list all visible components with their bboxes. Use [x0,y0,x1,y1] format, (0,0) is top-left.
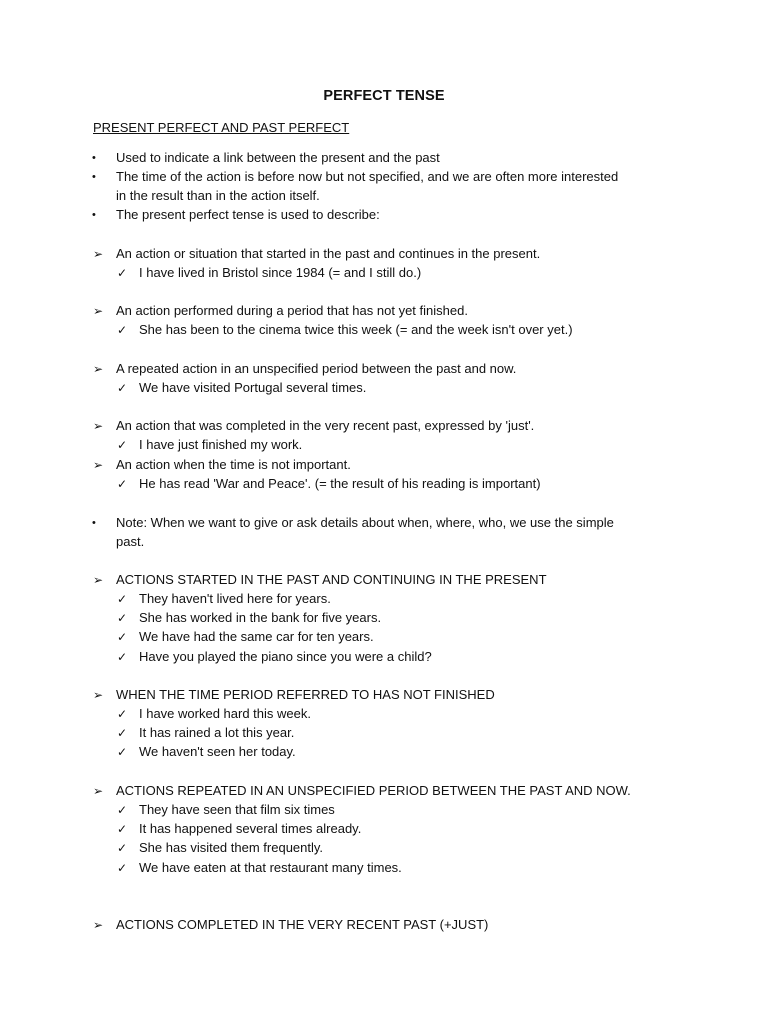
arrow-bullet-icon: ➢ [93,304,104,318]
checkmark-icon: ✓ [117,477,128,491]
example-item: She has been to the cinema twice this week (= and the week isn't over yet.) [139,322,573,337]
example-item: I have just finished my work. [139,437,303,452]
list-item: The present perfect tense is used to describe: [116,207,380,222]
section-heading: ACTIONS REPEATED IN AN UNSPECIFIED PERIOD BETWEEN THE PAST AND NOW. [116,783,631,798]
checkmark-icon: ✓ [117,822,128,836]
arrow-bullet-icon: ➢ [93,247,104,261]
checkmark-icon: ✓ [117,611,128,625]
example-item: He has read 'War and Peace'. (= the result of his reading is important) [139,476,541,491]
example-item: I have lived in Bristol since 1984 (= and I still do.) [139,265,422,280]
list-item: A repeated action in an unspecified period between the past and now. [116,361,517,376]
arrow-bullet-icon: ➢ [93,918,104,932]
example-item: They have seen that film six times [139,802,335,817]
list-item: An action that was completed in the very recent past, expressed by 'just'. [116,418,535,433]
checkmark-icon: ✓ [117,630,128,644]
example-item: They haven't lived here for years. [139,591,331,606]
checkmark-icon: ✓ [117,861,128,875]
checkmark-icon: ✓ [117,841,128,855]
list-item: Used to indicate a link between the present and the past [116,150,440,165]
section-heading: ACTIONS STARTED IN THE PAST AND CONTINUING IN THE PRESENT [116,572,547,587]
arrow-bullet-icon: ➢ [93,688,104,702]
example-item: We have eaten at that restaurant many times. [139,860,402,875]
list-item-continuation: in the result than in the action itself. [116,188,320,203]
example-item: We haven't seen her today. [139,744,296,759]
checkmark-icon: ✓ [117,745,128,759]
checkmark-icon: ✓ [117,323,128,337]
arrow-bullet-icon: ➢ [93,458,104,472]
bullet-icon: • [92,209,96,221]
bullet-icon: • [92,171,96,183]
checkmark-icon: ✓ [117,592,128,606]
example-item: We have visited Portugal several times. [139,380,367,395]
section-heading: PRESENT PERFECT AND PAST PERFECT [93,120,350,135]
arrow-bullet-icon: ➢ [93,573,104,587]
checkmark-icon: ✓ [117,266,128,280]
page-title: PERFECT TENSE [323,88,445,104]
bullet-icon: • [92,152,96,164]
example-item: She has worked in the bank for five years. [139,610,382,625]
list-item: An action or situation that started in the past and continues in the present. [116,246,541,261]
section-heading: ACTIONS COMPLETED IN THE VERY RECENT PAST (+JUST) [116,917,489,932]
example-item: I have worked hard this week. [139,706,311,721]
checkmark-icon: ✓ [117,650,128,664]
list-item: An action when the time is not important. [116,457,351,472]
checkmark-icon: ✓ [117,803,128,817]
example-item: She has visited them frequently. [139,840,324,855]
example-item: We have had the same car for ten years. [139,629,374,644]
bullet-icon: • [92,517,96,529]
checkmark-icon: ✓ [117,381,128,395]
list-item-continuation: past. [116,534,145,549]
section-heading: WHEN THE TIME PERIOD REFERRED TO HAS NOT FINISHED [116,687,495,702]
list-item: An action performed during a period that has not yet finished. [116,303,468,318]
list-item: The time of the action is before now but not specified, and we are often more interested [116,169,619,184]
checkmark-icon: ✓ [117,726,128,740]
example-item: It has rained a lot this year. [139,725,295,740]
arrow-bullet-icon: ➢ [93,362,104,376]
list-item: Note: When we want to give or ask details about when, where, who, we use the simple [116,515,614,530]
checkmark-icon: ✓ [117,438,128,452]
checkmark-icon: ✓ [117,707,128,721]
example-item: Have you played the piano since you were a child? [139,649,432,664]
arrow-bullet-icon: ➢ [93,784,104,798]
arrow-bullet-icon: ➢ [93,419,104,433]
example-item: It has happened several times already. [139,821,362,836]
